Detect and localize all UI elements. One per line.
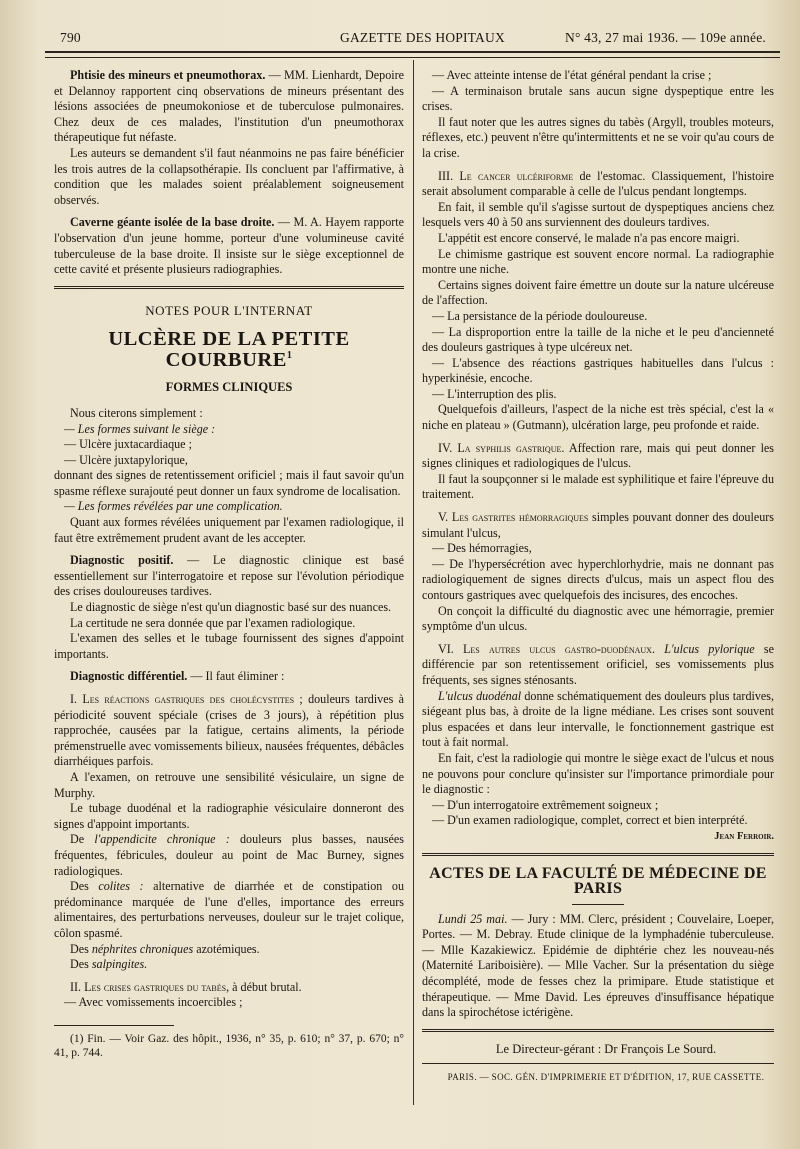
diff-II-item: — Avec vomissements incoercibles ; xyxy=(64,995,243,1010)
tabes-item: — A terminaison brutale sans aucun signe dyspeptique entre les crises. xyxy=(422,83,774,114)
diff-section-II: II. Les crises gastriques du tabès, à début brutal. xyxy=(70,979,302,994)
list-item: — L'interruption des plis. xyxy=(432,386,557,401)
formes-item: — Les formes révélées par une complication. xyxy=(64,499,283,514)
footnote-rule xyxy=(54,1025,174,1026)
author-signature: Jean Ferroir. xyxy=(714,830,774,842)
section-separator xyxy=(422,853,774,856)
list-item: — La persistance de la période douloureuse. xyxy=(432,308,648,323)
paragraph: Quelquefois d'ailleurs, l'aspect de la niche est très spécial, c'est la « niche en plateau » (Gutmann), ulcération large, peu profonde et raide. xyxy=(422,402,774,433)
phtisie-paragraph: Phtisie des mineurs et pneumothorax. — MM. Lienhardt, Depoire et Delannoy rapportent cinq observations de mineurs présentant des lésions associées de pneumokoniose et de tuberculose pulmonaires. Chez deux de ces malades, l'institution d'un pneumothorax thérapeutique fut néfaste. xyxy=(54,68,404,145)
left-column xyxy=(54,68,404,1060)
paragraph: L'examen des selles et le tubage fournissent des signes d'appoint importants. xyxy=(54,631,404,661)
list-item: — Des hémorragies, xyxy=(432,541,532,556)
paragraph: En fait, il semble qu'il s'agisse surtout de dyspeptiques anciens chez lesquels vers 40 à 50 ans surviennent des douleurs tardives. xyxy=(422,199,774,230)
paragraph: On conçoit la difficulté du diagnostic avec une hémorragie, premier symptôme d'un ulcus. xyxy=(422,603,774,634)
formes-text: Quant aux formes révélées uniquement par l'examen radiologique, il faut être extrêmement prudent avant de les accepter. xyxy=(54,515,404,545)
list-item: — De l'hypersécrétion avec hyperchlorhydrie, mais ne donnant pas radiologiquement de signes directs d'ulcus, mais un aspect flou des contours gastriques avec quelquefois des incisures, des encoches. xyxy=(422,556,774,602)
paragraph: Le tubage duodénal et la radiographie vésiculaire donneront des signes d'appoint importants. xyxy=(54,801,404,831)
section-separator xyxy=(422,1029,774,1032)
diff-section-V: V. Les gastrites hémorragiques simples pouvant donner des douleurs simulant l'ulcus, xyxy=(422,510,774,540)
notes-heading: NOTES POUR L'INTERNAT xyxy=(145,302,313,318)
diff-section-III: III. Le cancer ulcériforme de l'estomac. Classiquement, l'histoire serait absolument comparable à celle de l'ulcus pendant longtemps. xyxy=(422,168,774,199)
faculty-paragraph: Lundi 25 mai. — Jury : MM. Clerc, président ; Couvelaire, Loeper, Portes. — M. Debray. Etude clinique de la lymphadénie tuberculeuse. — Mlle Kazakiewicz. Epidémie de diphtérie chez les nouveau-nés (Maternité Lariboisière). — Mlle Vacher. Sur la présentation du siège décomplété, mode de fesses chez la primipare. Etude statistique et thérapeutique. — Mme David. Les épreuves d'insuffisance hépatique dans la spirochétose ictérigène. xyxy=(422,911,774,1020)
paragraph: Le diagnostic de siège n'est qu'un diagnostic basé sur des nuances. xyxy=(70,600,392,615)
tabes-item: — Avec atteinte intense de l'état général pendant la crise ; xyxy=(432,68,712,82)
formes-item: — Ulcère juxtacardiaque ; xyxy=(64,437,192,452)
diff-section-IV: IV. La syphilis gastrique. Affection rare, mais qui peut donner les signes cliniques et radiologiques de l'ulcus. xyxy=(422,440,775,471)
paragraph: A l'examen, on retrouve une sensibilité vésiculaire, un signe de Murphy. xyxy=(54,769,404,800)
rule xyxy=(422,1063,774,1064)
formes-heading: FORMES CLINIQUES xyxy=(165,380,293,395)
right-column xyxy=(422,68,774,1086)
faculty-heading: ACTES DE LA FACULTÉ DE MÉDECINE DE PARIS xyxy=(429,864,767,898)
list-item: — L'absence des réactions gastriques habituelles dans l'ulcus : hyperkinésie, encoche. xyxy=(422,355,774,386)
page-header xyxy=(60,28,775,50)
paragraph: L'ulcus duodénal donne schématiquement des douleurs plus tardives, siégeant plus bas, à droite de la ligne médiane. Les crises sont souvent plus espacées et dans leur intervalle, le fonctionnement gastrique est tout à fait normal. xyxy=(422,688,775,750)
phtisie-paragraph-2: Les auteurs se demandent s'il faut néanmoins ne pas faire bénéficier les trois autres de la collapsothérapie. Ils concluent par l'affirmative, à condition que les malades soient préalablement soigneusement observés. xyxy=(54,145,404,207)
nephrites-paragraph: Des néphrites chroniques azotémiques. xyxy=(70,941,260,956)
formes-item: — Ulcère juxtapylorique, xyxy=(64,452,188,467)
journal-title: GAZETTE DES HOPITAUX xyxy=(340,30,505,45)
diff-section-I: I. Les réactions gastriques des cholécystites ; douleurs tardives à périodicité souvent spéciale (crises de 3 jours), à répétition plus rapprochée, causées par la fatigue, certains aliments, la période prémenstruelle avec vomissements bilieux, nausées fréquentes, débâcles diarrhéiques parfois. xyxy=(54,692,404,769)
director-line: Le Directeur-gérant : Dr François Le Sourd. xyxy=(495,1041,717,1056)
printer-line: PARIS. — SOC. GÉN. D'IMPRIMERIE ET D'ÉDITION, 17, RUE CASSETTE. xyxy=(447,1072,765,1083)
paragraph: Certains signes doivent faire émettre un doute sur la nature ulcéreuse de l'affection. xyxy=(422,277,774,308)
paragraph: L'appétit est encore conservé, le malade n'a pas encore maigri. xyxy=(438,230,740,245)
colites-paragraph: Des colites : alternative de diarrhée et de constipation ou prédominance marquée de l'une d'elles, importance des erreurs alimentaires, des perturbations nerveuses, douleur sur le trajet colique, côlon spasmé. xyxy=(54,879,404,940)
paragraph: La certitude ne sera donnée que par l'examen radiologique. xyxy=(70,615,356,630)
short-rule xyxy=(572,904,624,905)
list-item: — D'un examen radiologique, complet, correct et bien interprété. xyxy=(432,813,748,828)
article-title: ULCÈRE DE LA PETITE COURBURE$^1$ xyxy=(108,328,350,371)
issue-info: N° 43, 27 mai 1936. — 109e année. xyxy=(565,30,766,45)
formes-item: — Les formes suivant le siège : xyxy=(64,421,216,436)
paragraph: Il faut la soupçonner si le malade est syphilitique et faire l'épreuve du traitement. xyxy=(422,471,774,502)
diagnostic-positif: Diagnostic positif. — Le diagnostic clinique est basé essentiellement sur l'interrogatoire et repose sur l'évolution périodique des crises douloureuses tardives. xyxy=(54,553,404,599)
paragraph: Le chimisme gastrique est souvent encore normal. La radiographie montre une niche. xyxy=(422,246,774,277)
paragraph: En fait, c'est la radiologie qui montre le siège exact de l'ulcus et nous ne pouvons pour conclure qu'insister sur l'importance primordiale pour le diagnostic : xyxy=(422,750,774,797)
list-item: — La disproportion entre la taille de la niche et le peu d'ancienneté des douleurs gastriques à type ulcéreux net. xyxy=(422,324,774,355)
list-item: — D'un interrogatoire extrêmement soigneux ; xyxy=(432,797,659,812)
caverne-paragraph: Caverne géante isolée de la base droite. — M. A. Hayem rapporte l'observation d'un jeune homme, porteur d'une volumineuse cavité tuberculeuse de la base droite. Il insiste sur le siège exceptionnel de cette cavité et présente plusieurs radiographies. xyxy=(54,215,404,277)
section-separator xyxy=(54,286,404,289)
diagnostic-differentiel: Diagnostic différentiel. — Il faut éliminer : xyxy=(70,669,285,684)
formes-intro: Nous citerons simplement : xyxy=(70,405,203,420)
salpingites-paragraph: Des salpingites. xyxy=(70,957,148,972)
appendicite-paragraph: De l'appendicite chronique : douleurs plus basses, nausées fréquentes, fébricules, douleur au point de Mac Burney, signes radiologiques. xyxy=(54,832,404,878)
footnote: (1) Fin. — Voir Gaz. des hôpit., 1936, n° 35, p. 610; n° 37, p. 670; n° 41, p. 744. xyxy=(54,1032,404,1059)
formes-text: donnant des signes de retentissement orificiel ; mais il faut savoir qu'un spasme réflexe surajouté peut donner un faux syndrome de localisation. xyxy=(54,468,404,498)
column-divider xyxy=(413,60,414,1105)
paragraph: Il faut noter que les autres signes du tabès (Argyll, troubles moteurs, réflexes, etc.) peuvent n'être qu'intermittents et ne se voir qu'au cours de la crise. xyxy=(422,114,774,160)
diff-section-VI: VI. Les autres ulcus gastro-duodénaux. L'ulcus pylorique se différencie par son retentissement orificiel, ses vomissements plus fréquents, ses signes sténosants. xyxy=(422,641,774,687)
header-rule xyxy=(45,51,780,58)
page-number: 790 xyxy=(60,30,81,45)
